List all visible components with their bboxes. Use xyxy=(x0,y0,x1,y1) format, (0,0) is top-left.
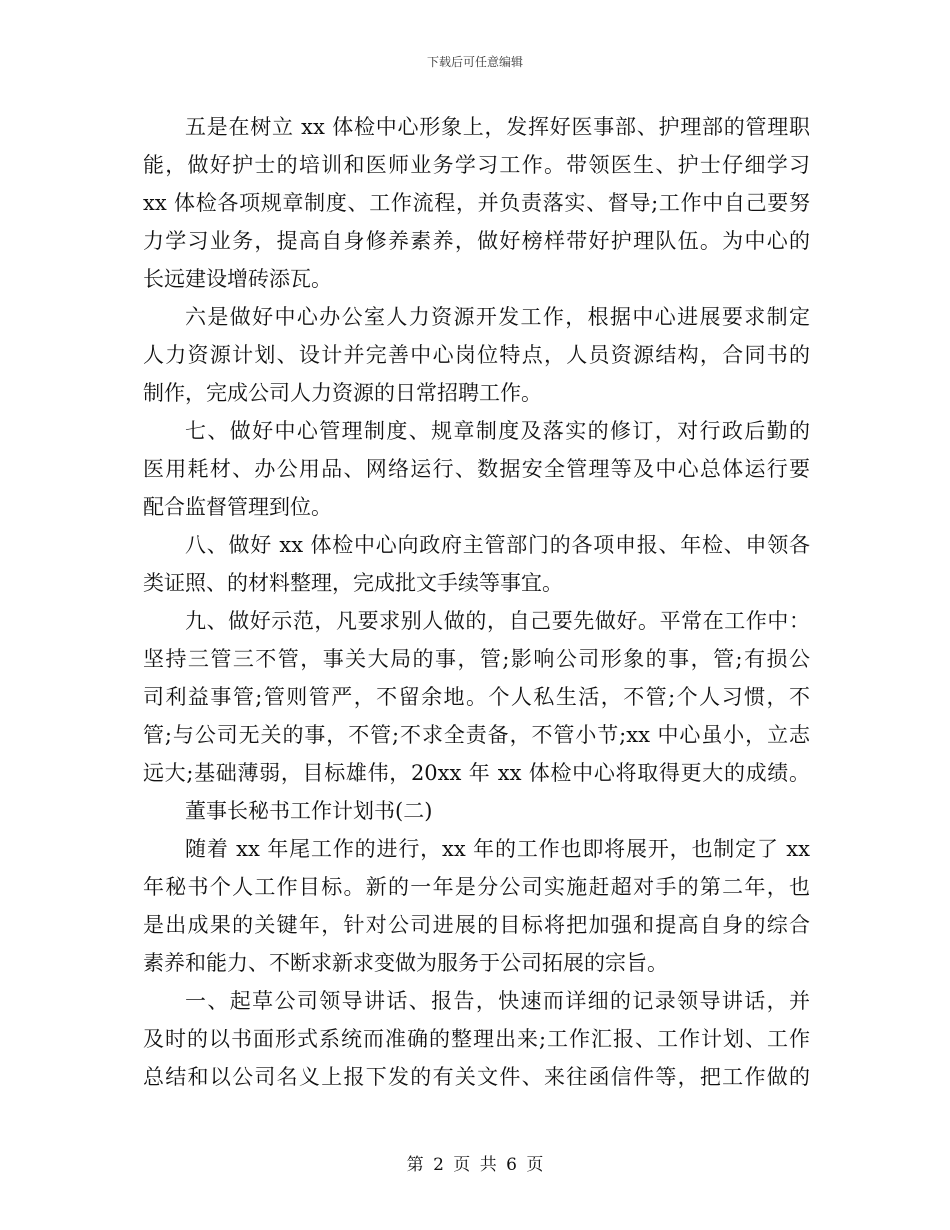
text-line: 是出成果的关键年，针对公司进展的目标将把加强和提高自身的综合 xyxy=(143,913,810,937)
paragraph xyxy=(143,298,810,412)
text-line: 七、做好中心管理制度、规章制度及落实的修订，对行政后勤的 xyxy=(185,419,810,443)
text-line: 配合监督管理到位。 xyxy=(143,495,332,519)
paragraph xyxy=(143,830,810,982)
text-line: 九、做好示范，凡要求别人做的，自己要先做好。平常在工作中： xyxy=(185,609,810,633)
text-line: 制作，完成公司人力资源的日常招聘工作。 xyxy=(143,381,542,405)
text-line: 长远建设增砖添瓦。 xyxy=(143,267,332,291)
text-line: 六是做好中心办公室人力资源开发工作，根据中心进展要求制定 xyxy=(185,305,810,329)
text-line: 年秘书个人工作目标。新的一年是分公司实施赶超对手的第二年，也 xyxy=(143,875,810,899)
document-body xyxy=(143,108,810,1096)
paragraph xyxy=(143,982,810,1096)
paragraph xyxy=(143,526,810,602)
text-line: 能，做好护士的培训和医师业务学习工作。带领医生、护士仔细学习 xyxy=(143,153,810,177)
text-line: 八、做好 xx 体检中心向政府主管部门的各项申报、年检、申领各 xyxy=(185,533,810,557)
text-line: 坚持三管三不管，事关大局的事，管;影响公司形象的事，管;有损公 xyxy=(143,647,810,671)
paragraph xyxy=(143,412,810,526)
text-line: 五是在树立 xx 体检中心形象上，发挥好医事部、护理部的管理职 xyxy=(185,115,810,139)
text-line: 及时的以书面形式系统而准确的整理出来;工作汇报、工作计划、工作 xyxy=(143,1027,810,1051)
text-line: 随着 xx 年尾工作的进行，xx 年的工作也即将展开，也制定了 xx xyxy=(185,837,810,861)
text-line: 类证照、的材料整理，完成批文手续等事宜。 xyxy=(143,571,563,595)
text-line: 力学习业务，提高自身修养素养，做好榜样带好护理队伍。为中心的 xyxy=(143,229,810,253)
text-line: 医用耗材、办公用品、网络运行、数据安全管理等及中心总体运行要 xyxy=(143,457,810,481)
text-line: 一、起草公司领导讲话、报告，快速而详细的记录领导讲话，并 xyxy=(185,989,810,1013)
text-line: 素养和能力、不断求新求变做为服务于公司拓展的宗旨。 xyxy=(143,951,668,975)
text-line: xx 体检各项规章制度、工作流程，并负责落实、督导;工作中自己要努 xyxy=(143,191,810,215)
page-header: 下载后可任意编辑 xyxy=(426,55,523,69)
page-number-footer: 第 2 页 共 6 页 xyxy=(406,1155,544,1175)
paragraph xyxy=(143,602,810,792)
text-line: 总结和以公司名义上报下发的有关文件、来往函信件等，把工作做的 xyxy=(143,1065,810,1089)
text-line: 人力资源计划、设计并完善中心岗位特点，人员资源结构，合同书的 xyxy=(143,343,810,367)
paragraph xyxy=(143,108,810,298)
text-line: 管;与公司无关的事，不管;不求全责备，不管小节;xx 中心虽小，立志 xyxy=(143,723,810,747)
text-line: 远大;基础薄弱，目标雄伟，20xx 年 xx 体检中心将取得更大的成绩。 xyxy=(143,761,810,785)
text-line: 司利益事管;管则管严，不留余地。个人私生活，不管;个人习惯，不 xyxy=(143,685,810,709)
heading-line: 董事长秘书工作计划书(二) xyxy=(185,799,433,823)
section-heading xyxy=(143,792,810,830)
